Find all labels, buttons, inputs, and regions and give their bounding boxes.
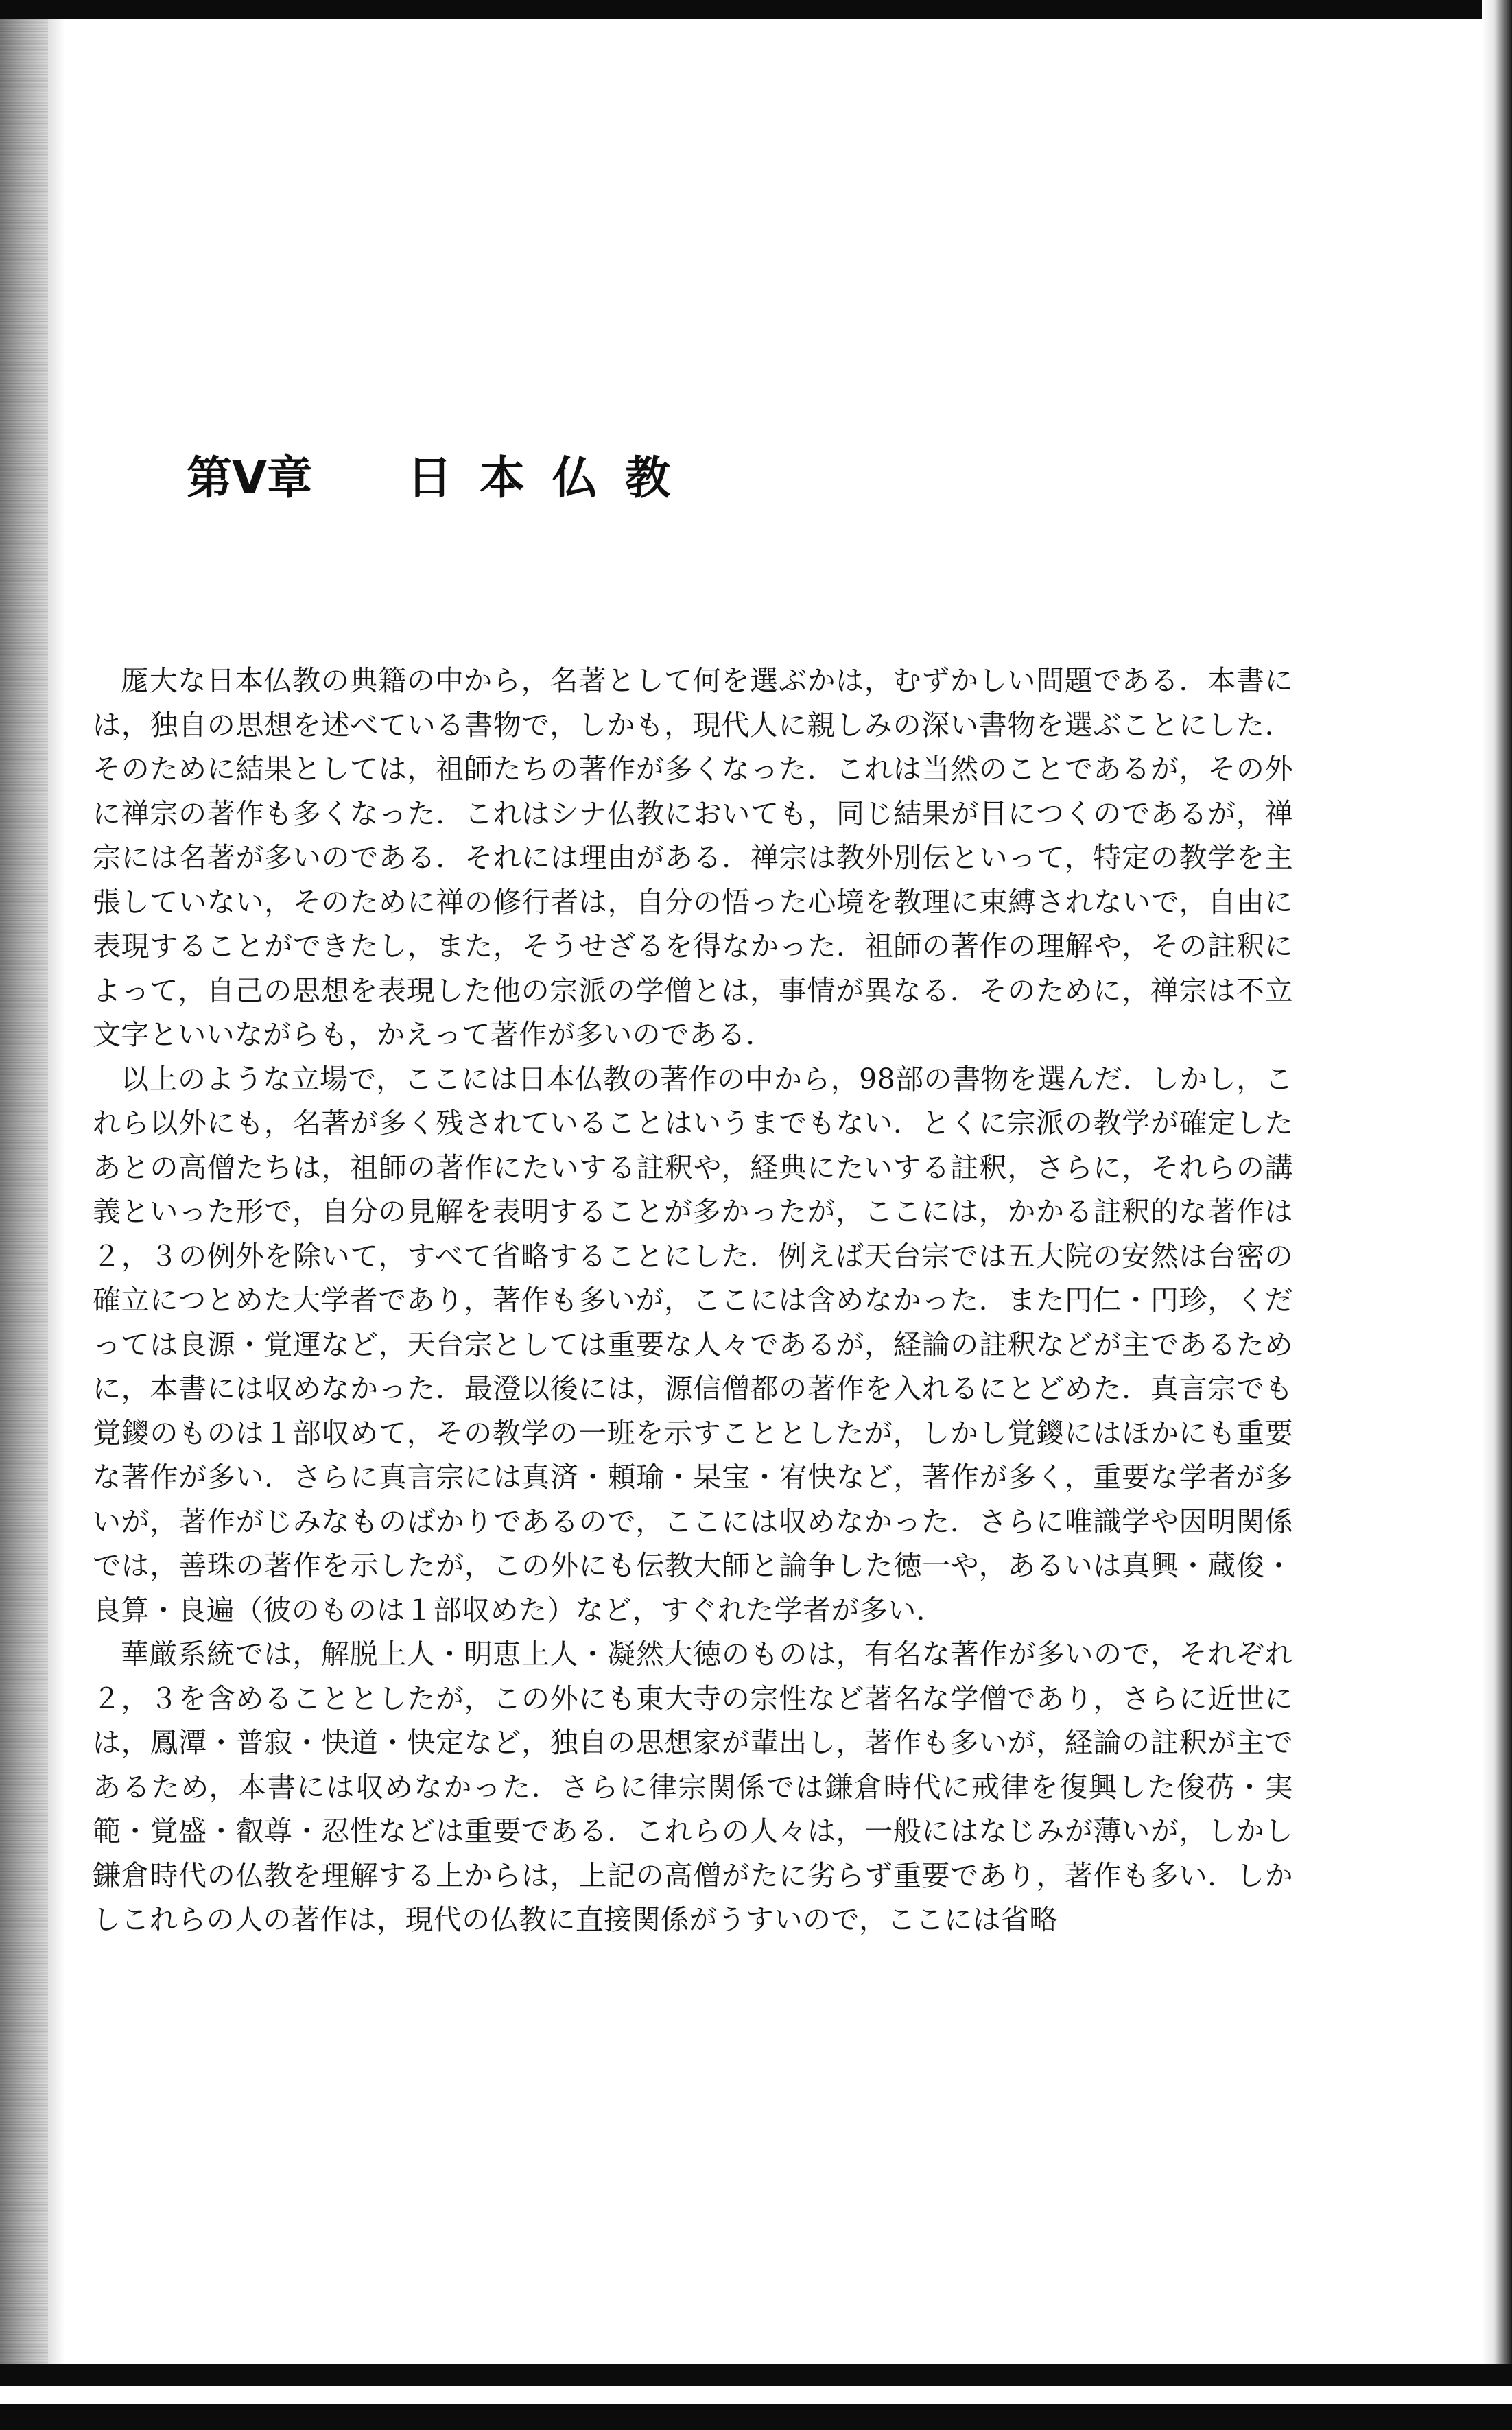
chapter-heading (187, 432, 698, 515)
paragraph-1: 厖大な日本仏教の典籍の中から，名著として何を選ぶかは，むずかしい問題である．本書には，独自の思想を述べている書物で，しかも，現代人に親しみの深い書物を選ぶことにした．そのために結果としては，祖師たちの著作が多くなった．これは当然のことであるが，その外に禅宗の著作も多くなった．これはシナ仏教においても，同じ結果が目につくのであるが，禅宗には名著が多いのである．それには理由がある．禅宗は教外別伝といって，特定の教学を主張していない，そのために禅の修行者は，自分の悟った心境を教理に束縛されないで，自由に表現することができたし，また，そうせざるを得なかった．祖師の著作の理解や，その註釈によって，自己の思想を表現した他の宗派の学僧とは，事情が異なる．そのために，禅宗は不立文字といいながらも，かえって著作が多いのである． (93, 664, 1293, 1051)
paragraph-3: 華厳系統では，解脱上人・明恵上人・凝然大徳のものは，有名な著作が多いので，それぞれ２，３を含めることとしたが，この外にも東大寺の宗性など著名な学僧であり，さらに近世には，鳳潭・普寂・快道・快定など，独自の思想家が輩出し，著作も多いが，経論の註釈が主であるため，本書には収めなかった．さらに律宗関係では鎌倉時代に戒律を復興した俊芿・実範・覚盛・叡尊・忍性などは重要である．これらの人々は，一般にはなじみが薄いが，しかし鎌倉時代の仏教を理解する上からは，上記の高僧がたに劣らず重要であり，著作も多い．しかしこれらの人の著作は，現代の仏教に直接関係がうすいので，ここには省略 (93, 1638, 1293, 1936)
scan-bottom-band (0, 2386, 1512, 2404)
chapter-title: 日本仏教 (407, 451, 698, 504)
scan-right-edge (1482, 0, 1512, 2430)
paragraph-2: 以上のような立場で，ここには日本仏教の著作の中から，98部の書物を選んだ．しかし，これら以外にも，名著が多く残されていることはいうまでもない．とくに宗派の教学が確定したあとの高僧たちは，祖師の著作にたいする註釈や，経典にたいする註釈，さらに，それらの講義といった形で，自分の見解を表明することが多かったが，ここには，かかる註釈的な著作は２，３の例外を除いて，すべて省略することにした．例えば天台宗では五大院の安然は台密の確立につとめた大学者であり，著作も多いが，ここには含めなかった．また円仁・円珍，くだっては良源・覚運など，天台宗としては重要な人々であるが，経論の註釈などが主であるために，本書には収めなかった．最澄以後には，源信僧都の著作を入れるにとどめた．真言宗でも覚鑁のものは１部収めて，その教学の一班を示すこととしたが，しかし覚鑁にはほかにも重要な著作が多い．さらに真言宗には真済・頼瑜・杲宝・宥快など，著作が多く，重要な学者が多いが，著作がじみなものばかりであるので，ここには収めなかった．さらに唯識学や因明関係では，善珠の著作を示したが，この外にも伝教大師と論争した徳一や，あるいは真興・蔵俊・良算・良遍（彼のものは１部収めた）など，すぐれた学者が多い． (93, 1062, 1293, 1627)
scan-left-noise (0, 0, 48, 2430)
chapter-number: 第Ⅴ章 (187, 451, 313, 504)
scan-top-edge (0, 0, 1512, 19)
body-text (93, 659, 1293, 1942)
